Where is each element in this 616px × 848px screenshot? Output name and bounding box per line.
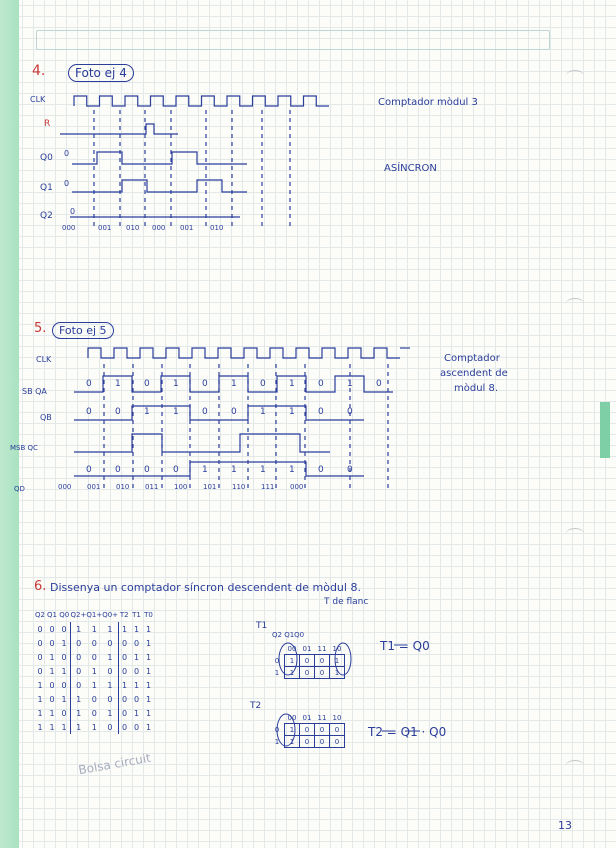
ex4-q0-bit: 0 <box>64 149 70 158</box>
truth-table-header: Q1 <box>47 611 57 619</box>
truth-table-cell: 1 <box>102 622 118 636</box>
kmap-col-header: 11 <box>317 713 327 722</box>
kmap-cell: 0 <box>315 736 330 748</box>
ex4-q1-wave <box>72 180 247 192</box>
truth-table-cell: 1 <box>37 694 43 704</box>
kmap1-loop <box>279 643 297 675</box>
ex6-number: 6. <box>34 579 47 594</box>
ex5-qb-bit: 0 <box>318 407 324 417</box>
ex4-state: 010 <box>210 224 224 232</box>
ex5-state: 100 <box>174 483 188 491</box>
ex5-clock-wave <box>88 348 400 358</box>
ex5-desc-line: Comptador <box>444 353 500 364</box>
ex5-number: 5. <box>34 321 47 336</box>
ex5-qc-bit: 1 <box>289 465 295 475</box>
truth-table-cell: 0 <box>121 694 128 704</box>
ex5-qc-bit: 0 <box>318 465 324 475</box>
truth-table-cell: 0 <box>102 720 118 734</box>
ex5-qa-bit: 1 <box>289 379 295 389</box>
ex5-qb-bit: 0 <box>202 407 208 417</box>
truth-table-cell: 1 <box>91 666 97 676</box>
ex5-tag: Foto ej 5 <box>52 322 114 339</box>
truth-table-cell: 0 <box>133 694 140 704</box>
truth-table-cell: 0 <box>102 692 118 706</box>
truth-table-cell: 0 <box>58 622 71 636</box>
ex4-state: 000 <box>152 224 166 232</box>
kmap-cell: 0 <box>315 724 330 736</box>
kmap-row-header: 1 <box>274 668 280 677</box>
ex5-waveforms <box>74 348 410 492</box>
truth-table-cell: 0 <box>37 638 43 648</box>
truth-table-cell: 0 <box>76 680 82 690</box>
truth-table-cell: 1 <box>145 652 152 662</box>
kmap1-vars: Q2 Q1Q0 <box>272 631 305 639</box>
truth-table-cell: 1 <box>58 664 71 678</box>
truth-table-cell: 1 <box>76 624 82 634</box>
kmap-cell: 0 <box>315 655 330 667</box>
ex4-waveforms <box>60 96 329 226</box>
kmap-col-header: 00 <box>287 644 297 653</box>
ex5-desc-line: mòdul 8. <box>454 383 499 394</box>
ex4-type: ASÍNCRON <box>384 163 437 174</box>
truth-table-cell: 1 <box>121 680 128 690</box>
truth-table-cell: 0 <box>37 666 43 676</box>
ex5-qb-bit: 1 <box>144 407 150 417</box>
truth-table-cell: 0 <box>49 638 55 648</box>
kmap2-loop <box>277 714 295 746</box>
truth-table-cell: 1 <box>58 692 71 706</box>
truth-table-cell: 1 <box>49 666 55 676</box>
truth-table-header: Q2 <box>35 611 45 619</box>
ex4-tag: Foto ej 4 <box>68 64 134 82</box>
ex5-qc-bit: 0 <box>86 465 92 475</box>
kmap-col-header: 00 <box>287 713 297 722</box>
truth-table-cell: 0 <box>133 638 140 648</box>
truth-table-header: T0 <box>144 611 153 619</box>
ex5-qb-bit: 1 <box>173 407 179 417</box>
truth-table-cell: 0 <box>133 722 140 732</box>
ex5-qb-bit: 0 <box>115 407 121 417</box>
truth-table-cell: 1 <box>133 680 140 690</box>
ex4-label-r: R <box>44 119 51 129</box>
truth-table-cell: 0 <box>91 694 97 704</box>
kmap1-loop <box>335 643 351 675</box>
truth-table-header: Q0 <box>59 611 70 619</box>
ex5-state: 000 <box>58 483 72 491</box>
truth-table-cell: 1 <box>76 722 82 732</box>
ex5-label-qd: QD <box>14 485 25 493</box>
truth-table-cell: 1 <box>49 708 55 718</box>
ex5-qb-bit: 0 <box>231 407 237 417</box>
ex5-qa-bit: 0 <box>376 379 382 389</box>
ex5-state: 011 <box>145 483 159 491</box>
ex5-qa-bit: 1 <box>347 379 353 389</box>
kmap-cell: 0 <box>315 667 330 679</box>
truth-table-cell: 1 <box>145 722 152 732</box>
kmap-col-header: 11 <box>317 644 327 653</box>
ex4-label-q1: Q1 <box>40 183 53 193</box>
truth-table-cell: 0 <box>49 694 55 704</box>
ex4-clock-wave <box>74 96 329 106</box>
ex5-state: 010 <box>116 483 130 491</box>
kmap-cell: 0 <box>300 655 315 667</box>
truth-table-cell: 1 <box>91 722 97 732</box>
ex4-reset-wave <box>60 124 178 134</box>
ex5-state: 001 <box>87 483 101 491</box>
ex5-qb-bit: 1 <box>260 407 266 417</box>
ex5-qb-bit: 1 <box>289 407 295 417</box>
kmap-col-header: 10 <box>332 644 342 653</box>
truth-table-cell: 1 <box>133 624 140 634</box>
truth-table-cell: 0 <box>49 680 55 690</box>
kmap-row-header: 1 <box>274 737 280 746</box>
truth-table-header: T1 <box>132 611 141 619</box>
truth-table-cell: 0 <box>58 706 71 720</box>
kmap-loops <box>277 643 420 746</box>
truth-table-cell: 1 <box>91 680 97 690</box>
ex4-label-q0: Q0 <box>40 153 53 163</box>
truth-table-cell: 0 <box>91 638 97 648</box>
ex4-description: Comptador mòdul 3 <box>378 97 478 108</box>
kmap-cell: 1 <box>285 667 300 679</box>
kmap-cell: 0 <box>330 736 345 748</box>
page-number: 13 <box>558 819 572 832</box>
ex5-qa-bit: 1 <box>231 379 237 389</box>
truth-table-cell: 0 <box>37 624 43 634</box>
equation-t1: T1 = Q0 <box>380 639 430 653</box>
truth-table-cell: 1 <box>49 652 55 662</box>
truth-table-cell: 0 <box>91 652 97 662</box>
ex5-state: 101 <box>203 483 217 491</box>
ex4-state: 001 <box>180 224 194 232</box>
ex5-qc-bit: 1 <box>231 465 237 475</box>
ex5-qa-bit: 1 <box>115 379 121 389</box>
truth-table-cell: 0 <box>102 636 118 650</box>
ex5-qc-extra <box>74 434 330 452</box>
truth-table-cell: 1 <box>121 624 128 634</box>
truth-table-cell: 1 <box>145 708 152 718</box>
truth-table-cell: 1 <box>145 638 152 648</box>
kmap-row-header: 0 <box>274 725 280 734</box>
truth-table-cell: 1 <box>37 680 43 690</box>
ex5-state: 110 <box>232 483 246 491</box>
ex4-state: 000 <box>62 224 76 232</box>
ex5-qa-bit: 0 <box>202 379 208 389</box>
truth-table-cell: 0 <box>121 722 128 732</box>
ex5-qa-bit: 0 <box>144 379 150 389</box>
truth-table-cell: 1 <box>145 694 152 704</box>
truth-table-cell: 0 <box>76 652 82 662</box>
ex4-q2-bit: 0 <box>70 207 76 216</box>
ex4-number: 4. <box>32 63 46 79</box>
kmap-cell: 1 <box>330 655 345 667</box>
truth-table-cell: 0 <box>121 708 128 718</box>
truth-table-cell: 1 <box>133 652 140 662</box>
truth-table-cell: 0 <box>49 624 55 634</box>
ex5-label-clk: CLK <box>36 355 52 364</box>
truth-table-cell: 1 <box>145 680 152 690</box>
ex5-qc-bit: 1 <box>202 465 208 475</box>
truth-table-cell: 0 <box>91 708 97 718</box>
truth-table-cell: 0 <box>58 678 71 692</box>
truth-table-header: Q1+ <box>86 611 103 619</box>
ex5-label-qb: QB <box>40 413 52 422</box>
truth-table-cell: 1 <box>102 706 118 720</box>
ex5-qa-bit: 0 <box>260 379 266 389</box>
ex5-qb-bit: 0 <box>86 407 92 417</box>
ex5-qb-bit: 0 <box>347 407 353 417</box>
ex6-title: Dissenya un comptador síncron descendent de mòdul 8. <box>50 581 361 594</box>
ex5-qc-bit: 0 <box>347 465 353 475</box>
kmap-cell: 1 <box>285 655 300 667</box>
truth-table-cell: 1 <box>37 708 43 718</box>
truth-table-cell: 1 <box>49 722 55 732</box>
ex5-label-qa: SB QA <box>22 387 47 396</box>
truth-table-cell: 0 <box>121 666 128 676</box>
ex5-qa-bit: 0 <box>86 379 92 389</box>
truth-table-cell: 1 <box>145 666 152 676</box>
kmap-cell: 0 <box>300 736 315 748</box>
kmap-cell: 0 <box>300 667 315 679</box>
kmap-cell: 0 <box>300 724 315 736</box>
ex4-label-clk: CLK <box>30 95 46 104</box>
truth-table-cell: 1 <box>91 624 97 634</box>
kmap-row-header: 0 <box>274 656 280 665</box>
truth-table-cell: 0 <box>102 664 118 678</box>
truth-table-cell: 1 <box>102 678 118 692</box>
kmap-col-header: 01 <box>302 644 312 653</box>
kmap-cell: 1 <box>285 736 300 748</box>
ex4-label-q2: Q2 <box>40 211 53 221</box>
ex5-qc-bit: 0 <box>115 465 121 475</box>
truth-table-cell: 1 <box>76 708 82 718</box>
kmap-cell: 0 <box>330 724 345 736</box>
truth-table-cell: 0 <box>76 666 82 676</box>
truth-table-cell: 1 <box>145 624 152 634</box>
truth-table-cell: 0 <box>121 638 128 648</box>
truth-table-header: T2 <box>119 611 129 619</box>
kmap-cell: 1 <box>285 724 300 736</box>
ex5-qa-bit: 0 <box>318 379 324 389</box>
ex4-state: 010 <box>126 224 140 232</box>
ex5-label-qc: MSB QC <box>10 444 38 452</box>
ex5-qa-wave <box>74 376 393 392</box>
truth-table-header: Q2+ <box>70 611 87 619</box>
ex5-qc-bit: 1 <box>260 465 266 475</box>
ex4-state: 001 <box>98 224 112 232</box>
truth-table-cell: 1 <box>37 722 43 732</box>
kmap2-label: T2 <box>250 701 262 711</box>
truth-table-cell: 1 <box>58 636 71 650</box>
ex5-qc-bit: 0 <box>173 465 179 475</box>
equation-t2: T2 = Q1 · Q0 <box>368 725 447 739</box>
kmap-cell: 1 <box>330 667 345 679</box>
truth-table-cell: 1 <box>76 694 82 704</box>
kmap-col-header: 01 <box>302 713 312 722</box>
truth-table-header: Q0+ <box>102 611 119 619</box>
truth-table-cell: 1 <box>102 650 118 664</box>
ex5-state: 000 <box>290 483 304 491</box>
truth-table-cell: 1 <box>58 720 71 734</box>
truth-table-cell: 0 <box>76 638 82 648</box>
truth-table-cell: 1 <box>133 708 140 718</box>
ex6-subtitle: T de flanc <box>324 597 369 607</box>
truth-table-cell: 0 <box>133 666 140 676</box>
truth-table-cell: 0 <box>58 650 71 664</box>
ex4-q1-bit: 0 <box>64 179 70 188</box>
ex5-qa-bit: 1 <box>173 379 179 389</box>
kmap1-label: T1 <box>256 621 268 631</box>
pencil-note: Bolsa circuit <box>77 750 152 778</box>
truth-table-cell: 0 <box>37 652 43 662</box>
ex5-qc-bit: 0 <box>144 465 150 475</box>
kmap-col-header: 10 <box>332 713 342 722</box>
ex4-q0-wave <box>72 152 247 164</box>
ex5-desc-line: ascendent de <box>440 368 508 379</box>
truth-table-cell: 0 <box>121 652 128 662</box>
ex5-state: 111 <box>261 483 275 491</box>
